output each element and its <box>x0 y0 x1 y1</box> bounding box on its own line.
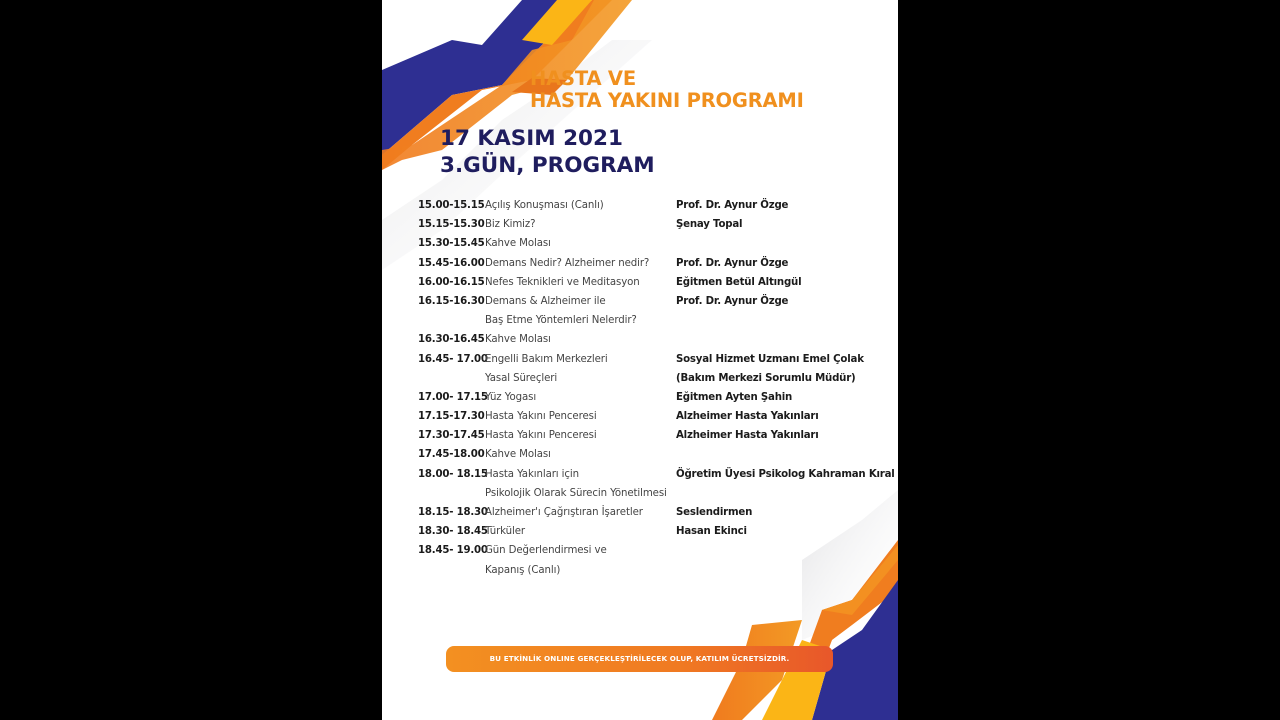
schedule-row <box>418 505 898 524</box>
schedule-row <box>418 371 898 390</box>
row-speaker: Prof. Dr. Aynur Özge <box>676 257 789 269</box>
row-speaker: Sosyal Hizmet Uzmanı Emel Çolak <box>676 353 864 365</box>
row-topic: Türküler <box>485 526 525 538</box>
schedule-row <box>418 467 898 486</box>
row-topic: Biz Kimiz? <box>485 219 536 231</box>
row-time: 16.00-16.15 <box>418 276 485 288</box>
row-speaker: Eğitmen Ayten Şahin <box>676 391 793 403</box>
schedule-row <box>418 352 898 371</box>
row-topic: Baş Etme Yöntemleri Nelerdir? <box>485 315 637 327</box>
title-line-2: HASTA YAKINI PROGRAMI <box>530 89 804 112</box>
row-time: 16.30-16.45 <box>418 334 485 346</box>
row-topic: Kahve Molası <box>485 334 551 346</box>
row-topic: Kahve Molası <box>485 238 551 250</box>
row-topic: Kapanış (Canlı) <box>485 564 561 576</box>
row-speaker: Hasan Ekinci <box>676 526 747 538</box>
row-time: 17.30-17.45 <box>418 430 485 442</box>
row-speaker: Alzheimer Hasta Yakınları <box>676 411 819 423</box>
schedule-row <box>418 563 898 582</box>
schedule-row <box>418 256 898 275</box>
schedule-row <box>418 390 898 409</box>
row-topic: Hasta Yakını Penceresi <box>485 430 597 442</box>
row-topic: Gün Değerlendirmesi ve <box>485 545 607 557</box>
row-topic: Demans & Alzheimer ile <box>485 295 606 307</box>
row-topic: Yüz Yogası <box>485 391 537 403</box>
free-online-event-banner: BU ETKİNLİK ONLINE GERÇEKLEŞTİRİLECEK OLUP, KATILIM ÜCRETSİZDİR. <box>446 646 833 672</box>
row-speaker: Şenay Topal <box>676 219 743 231</box>
row-time: 15.30-15.45 <box>418 238 485 250</box>
row-time: 15.45-16.00 <box>418 257 485 269</box>
schedule-table <box>418 198 898 582</box>
row-time: 15.15-15.30 <box>418 219 485 231</box>
schedule-row <box>418 428 898 447</box>
schedule-row <box>418 524 898 543</box>
row-time: 17.15-17.30 <box>418 411 485 423</box>
schedule-row <box>418 198 898 217</box>
schedule-row <box>418 447 898 466</box>
program-date-block <box>440 125 655 179</box>
schedule-row <box>418 332 898 351</box>
row-time: 15.00-15.15 <box>418 200 485 211</box>
row-topic: Nefes Teknikleri ve Meditasyon <box>485 276 640 288</box>
schedule-row <box>418 409 898 428</box>
row-topic: Hasta Yakınları için <box>485 468 579 480</box>
row-topic: Yasal Süreçleri <box>485 372 558 384</box>
row-speaker: Eğitmen Betül Altıngül <box>676 276 802 288</box>
row-time: 18.00- 18.15 <box>418 468 488 480</box>
row-time: 18.15- 18.30 <box>418 507 488 518</box>
program-title <box>530 68 804 112</box>
program-date: 17 KASIM 2021 <box>440 126 623 151</box>
schedule-row <box>418 275 898 294</box>
schedule-row <box>418 543 898 562</box>
row-speaker: Alzheimer Hasta Yakınları <box>676 430 819 442</box>
row-topic: Alzheimer'ı Çağrıştıran İşaretler <box>485 507 643 518</box>
program-poster <box>382 0 898 720</box>
schedule-row <box>418 236 898 255</box>
row-speaker: Öğretim Üyesi Psikolog Kahraman Kıral <box>676 468 895 480</box>
program-day: 3.GÜN, PROGRAM <box>440 153 655 178</box>
row-topic: Engelli Bakım Merkezleri <box>485 353 608 365</box>
row-speaker: Prof. Dr. Aynur Özge <box>676 200 789 211</box>
row-time: 18.45- 19.00 <box>418 545 488 557</box>
title-line-1: HASTA VE <box>530 67 636 90</box>
schedule-row <box>418 217 898 236</box>
row-topic: Hasta Yakını Penceresi <box>485 411 597 423</box>
row-topic: Psikolojik Olarak Sürecin Yönetilmesi <box>485 487 667 499</box>
row-speaker: Prof. Dr. Aynur Özge <box>676 295 789 307</box>
schedule-row <box>418 313 898 332</box>
row-time: 17.00- 17.15 <box>418 391 488 403</box>
row-speaker: Seslendirmen <box>676 507 753 518</box>
row-speaker: (Bakım Merkezi Sorumlu Müdür) <box>676 372 856 384</box>
row-time: 16.45- 17.00 <box>418 353 488 365</box>
row-topic: Demans Nedir? Alzheimer nedir? <box>485 257 650 269</box>
row-time: 16.15-16.30 <box>418 295 485 307</box>
schedule-row <box>418 294 898 313</box>
row-time: 17.45-18.00 <box>418 449 485 461</box>
row-time: 18.30- 18.45 <box>418 526 488 538</box>
row-topic: Kahve Molası <box>485 449 551 461</box>
row-topic: Açılış Konuşması (Canlı) <box>485 200 604 211</box>
schedule-row <box>418 486 898 505</box>
